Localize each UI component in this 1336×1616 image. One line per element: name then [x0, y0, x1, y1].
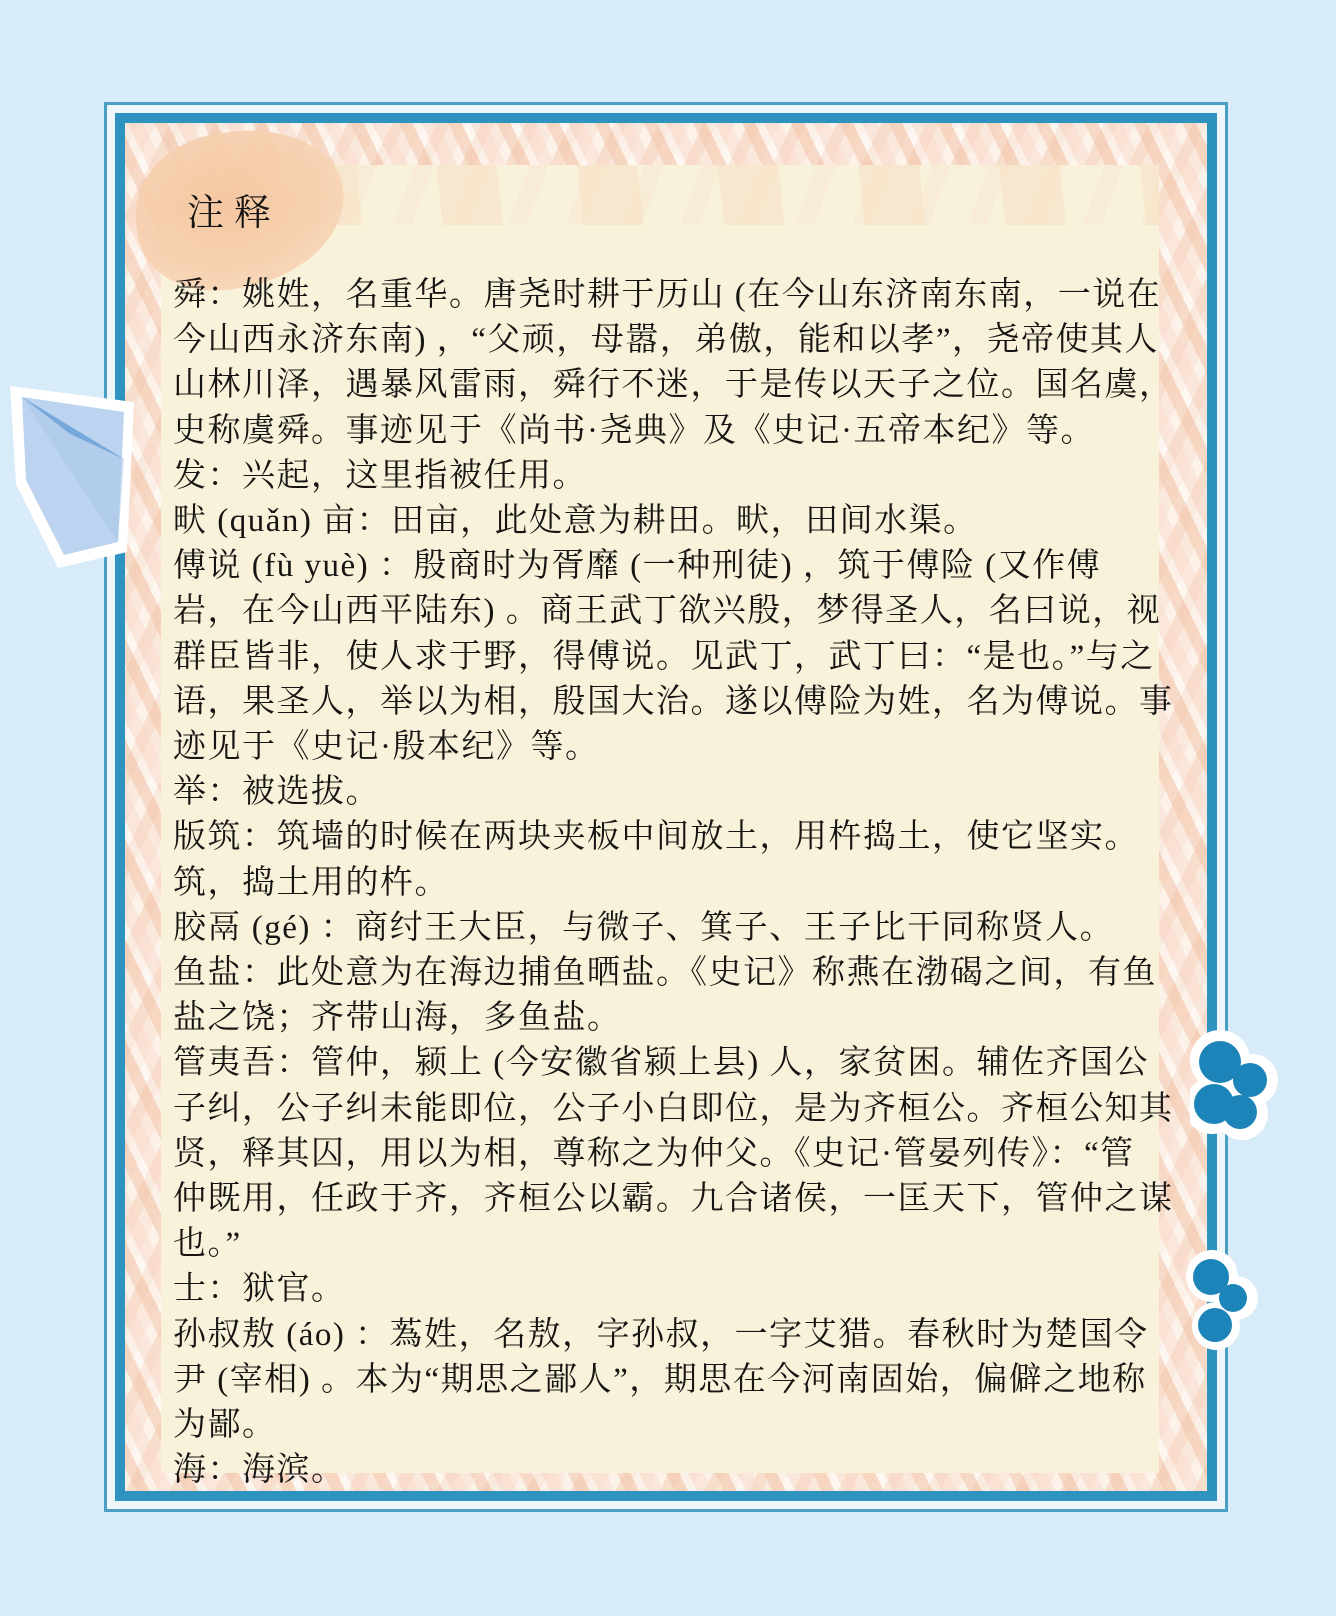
notes-title: 注释	[187, 193, 281, 234]
note-text-line: 史称虞舜。事迹见于《尚书·尧典》及《史记·五帝本纪》等。	[173, 412, 1095, 449]
note-text-line: 举：被选拔。	[173, 774, 380, 811]
note-text-line: 胶鬲 (gé) ：商纣王大臣，与微子、箕子、王子比干同称贤人。	[173, 909, 1115, 946]
clover-flower-icon	[1186, 1246, 1258, 1358]
note-text-line: 今山西永济东南) ，“父顽，母嚣，弟傲，能和以孝”，尧帝使其人	[173, 322, 1160, 359]
note-text-line: 海：海滨。	[173, 1452, 346, 1489]
note-text-line: 盐之饶；齐带山海，多鱼盐。	[173, 1000, 622, 1037]
frame-woven-mat	[125, 123, 1207, 1491]
note-text-line: 尹 (宰相) 。本为“期思之鄙人”，期思在今河南固始，偏僻之地称	[173, 1361, 1147, 1398]
note-text-line: 士：狱官。	[173, 1271, 346, 1308]
note-text-line: 舜：姚姓，名重华。唐尧时耕于历山 (在今山东济南东南，一说在	[173, 277, 1162, 313]
notes-paper	[161, 165, 1174, 1489]
note-text-line: 仲既用，任政于齐，齐桓公以霸。九合诸侯，一匡天下，管仲之谋	[173, 1181, 1174, 1218]
note-text-line: 迹见于《史记·殷本纪》等。	[173, 729, 600, 766]
note-text-line: 岩，在今山西平陆东) 。商王武丁欲兴殷，梦得圣人，名曰说，视	[173, 593, 1162, 630]
note-text-line: 群臣皆非，使人求于野，得傅说。见武丁，武丁曰：“是也。”与之	[173, 638, 1155, 675]
paper-plane-icon	[6, 364, 138, 570]
decorative-frame	[104, 102, 1228, 1512]
frame-inner-band	[115, 113, 1217, 1501]
note-text-line: 为鄙。	[173, 1407, 277, 1444]
note-text-line: 贤，释其囚，用以为相，尊称之为仲父。《史记·管晏列传》：“管	[173, 1135, 1135, 1172]
note-text-line: 管夷吾：管仲，颍上 (今安徽省颍上县) 人，家贫困。辅佐齐国公	[173, 1045, 1149, 1082]
note-text-line: 筑，捣土用的杵。	[173, 864, 449, 901]
note-text-line: 鱼盐：此处意为在海边捕鱼晒盐。《史记》称燕在渤碣之间，有鱼	[173, 955, 1157, 992]
note-text-line: 发：兴起，这里指被任用。	[173, 457, 587, 494]
note-lines	[173, 273, 1174, 1493]
note-text-line: 傅说 (fù yuè) ：殷商时为胥靡 (一种刑徒) ，筑于傅险 (又作傅	[173, 548, 1102, 585]
note-text-line: 山林川泽，遇暴风雷雨，舜行不迷，于是传以天子之位。国名虞，	[173, 367, 1174, 404]
note-text-line: 也。”	[173, 1226, 242, 1263]
clover-flower-icon	[1190, 1028, 1280, 1150]
note-text-line: 子纠，公子纠未能即位，公子小白即位，是为齐桓公。齐桓公知其	[173, 1090, 1174, 1127]
note-text-line: 语，果圣人，举以为相，殷国大治。遂以傅险为姓，名为傅说。事	[173, 683, 1174, 720]
note-text-line: 畎 (quǎn) 亩：田亩，此处意为耕田。畎，田间水渠。	[173, 503, 978, 540]
note-text-line: 孙叔敖 (áo) ：蒍姓，名敖，字孙叔，一字艾猎。春秋时为楚国令	[173, 1316, 1149, 1353]
note-text-line: 版筑：筑墙的时候在两块夹板中间放土，用杵捣土，使它坚实。	[173, 819, 1139, 856]
